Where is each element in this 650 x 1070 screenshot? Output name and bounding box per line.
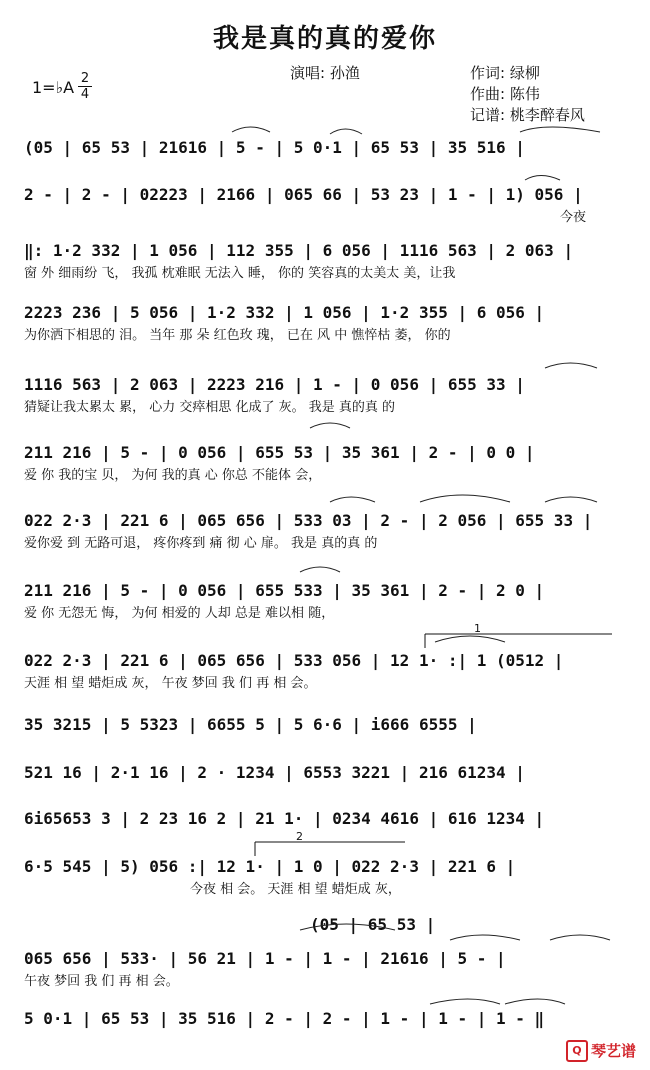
logo-text: 琴艺谱	[590, 1041, 636, 1060]
lyric-line: 爱 你 我的宝 贝， 为何 我的真 心 你总 不能体 会，	[24, 467, 322, 483]
notation-line: 065 656 | 533· | 56 21 | 1 - | 1 - | 21616 | 5 - |	[24, 948, 506, 968]
notation-line: 521 16 | 2·1 16 | 2 · 1234 | 6553 3221 | 216 61234 |	[24, 762, 525, 782]
song-title: 我是真的真的爱你	[212, 24, 437, 54]
notation-line: 6i65653 3 | 2 23 16 2 | 21 1· | 0234 4616 | 616 1234 |	[24, 808, 545, 828]
key-signature: 1=♭A	[32, 78, 75, 97]
notation-line: (05 | 65 53 |	[310, 914, 436, 934]
lyric-line: 爱你爱 到 无路可退， 疼你疼到 痛 彻 心 扉。 我是 真的真 的	[24, 535, 378, 551]
lyric-line: 今夜	[560, 209, 587, 225]
lyric-line: 爱 你 无怨无 悔， 为何 相爱的 人却 总是 难以相 随，	[24, 605, 335, 621]
time-signature-top: 2	[80, 71, 90, 86]
notation-line: (05 | 65 53 | 21616 | 5 - | 5 0·1 | 65 53 | 35 516 |	[24, 137, 525, 157]
lyric-line: 为你洒下相思的 泪。 当年 那 朵 红色玫 瑰， 已在 风 中 憔悴枯 萎， 你的	[24, 327, 451, 343]
notation-line: 5 0·1 | 65 53 | 35 516 | 2 - | 2 - | 1 - | 1 - | 1 - ‖	[24, 1008, 545, 1028]
notation-line: 6·5 545 | 5) 056 :| 12 1· | 1 0 | 022 2·3 | 221 6 |	[24, 856, 516, 876]
notation-line: 2223 236 | 5 056 | 1·2 332 | 1 056 | 1·2 355 | 6 056 |	[24, 302, 545, 322]
lyric-line: 今夜 相 会。 天涯 相 望 蜡炬成 灰，	[190, 881, 401, 897]
singer-credit: 演唱: 孙渔	[290, 64, 360, 82]
second-ending-marker: 2	[296, 830, 303, 843]
notation-line: 1116 563 | 2 063 | 2223 216 | 1 - | 0 056 | 655 33 |	[24, 374, 525, 394]
lyric-line: 窗 外 细雨纷 飞， 我孤 枕难眠 无法入 睡， 你的 笑容真的太美太 美，让我	[24, 265, 456, 281]
lyricist-credit: 作词: 绿柳	[470, 64, 540, 82]
lyric-line: 午夜 梦回 我 们 再 相 会。	[24, 973, 179, 989]
time-signature-bottom: 4	[80, 87, 90, 102]
notation-line: 35 3215 | 5 5323 | 6655 5 | 5 6·6 | i666 6555 |	[24, 714, 477, 734]
logo-icon: Q	[566, 1040, 588, 1062]
notation-line: 211 216 | 5 - | 0 056 | 655 53 | 35 361 | 2 - | 0 0 |	[24, 442, 535, 462]
lyric-line: 天涯 相 望 蜡炬成 灰， 午夜 梦回 我 们 再 相 会。	[24, 675, 317, 691]
notation-line: 022 2·3 | 221 6 | 065 656 | 533 03 | 2 - | 2 056 | 655 33 |	[24, 510, 593, 530]
lyric-line: 猜疑让我太累太 累， 心力 交瘁相思 化成了 灰。 我是 真的真 的	[24, 399, 396, 415]
site-logo	[566, 1040, 636, 1063]
first-ending-marker: 1	[474, 622, 481, 635]
notation-line: 2 - | 2 - | 02223 | 2166 | 065 66 | 53 23 | 1 - | 1) 056 |	[24, 184, 583, 204]
transcriber-credit: 记谱: 桃李醉春风	[470, 106, 585, 124]
notation-line: 022 2·3 | 221 6 | 065 656 | 533 056 | 12 1· :| 1 (0512 |	[24, 650, 564, 670]
composer-credit: 作曲: 陈伟	[470, 85, 540, 103]
notation-line: 211 216 | 5 - | 0 056 | 655 533 | 35 361 | 2 - | 2 0 |	[24, 580, 545, 600]
notation-line: ‖: 1·2 332 | 1 056 | 112 355 | 6 056 | 1116 563 | 2 063 |	[24, 240, 574, 260]
